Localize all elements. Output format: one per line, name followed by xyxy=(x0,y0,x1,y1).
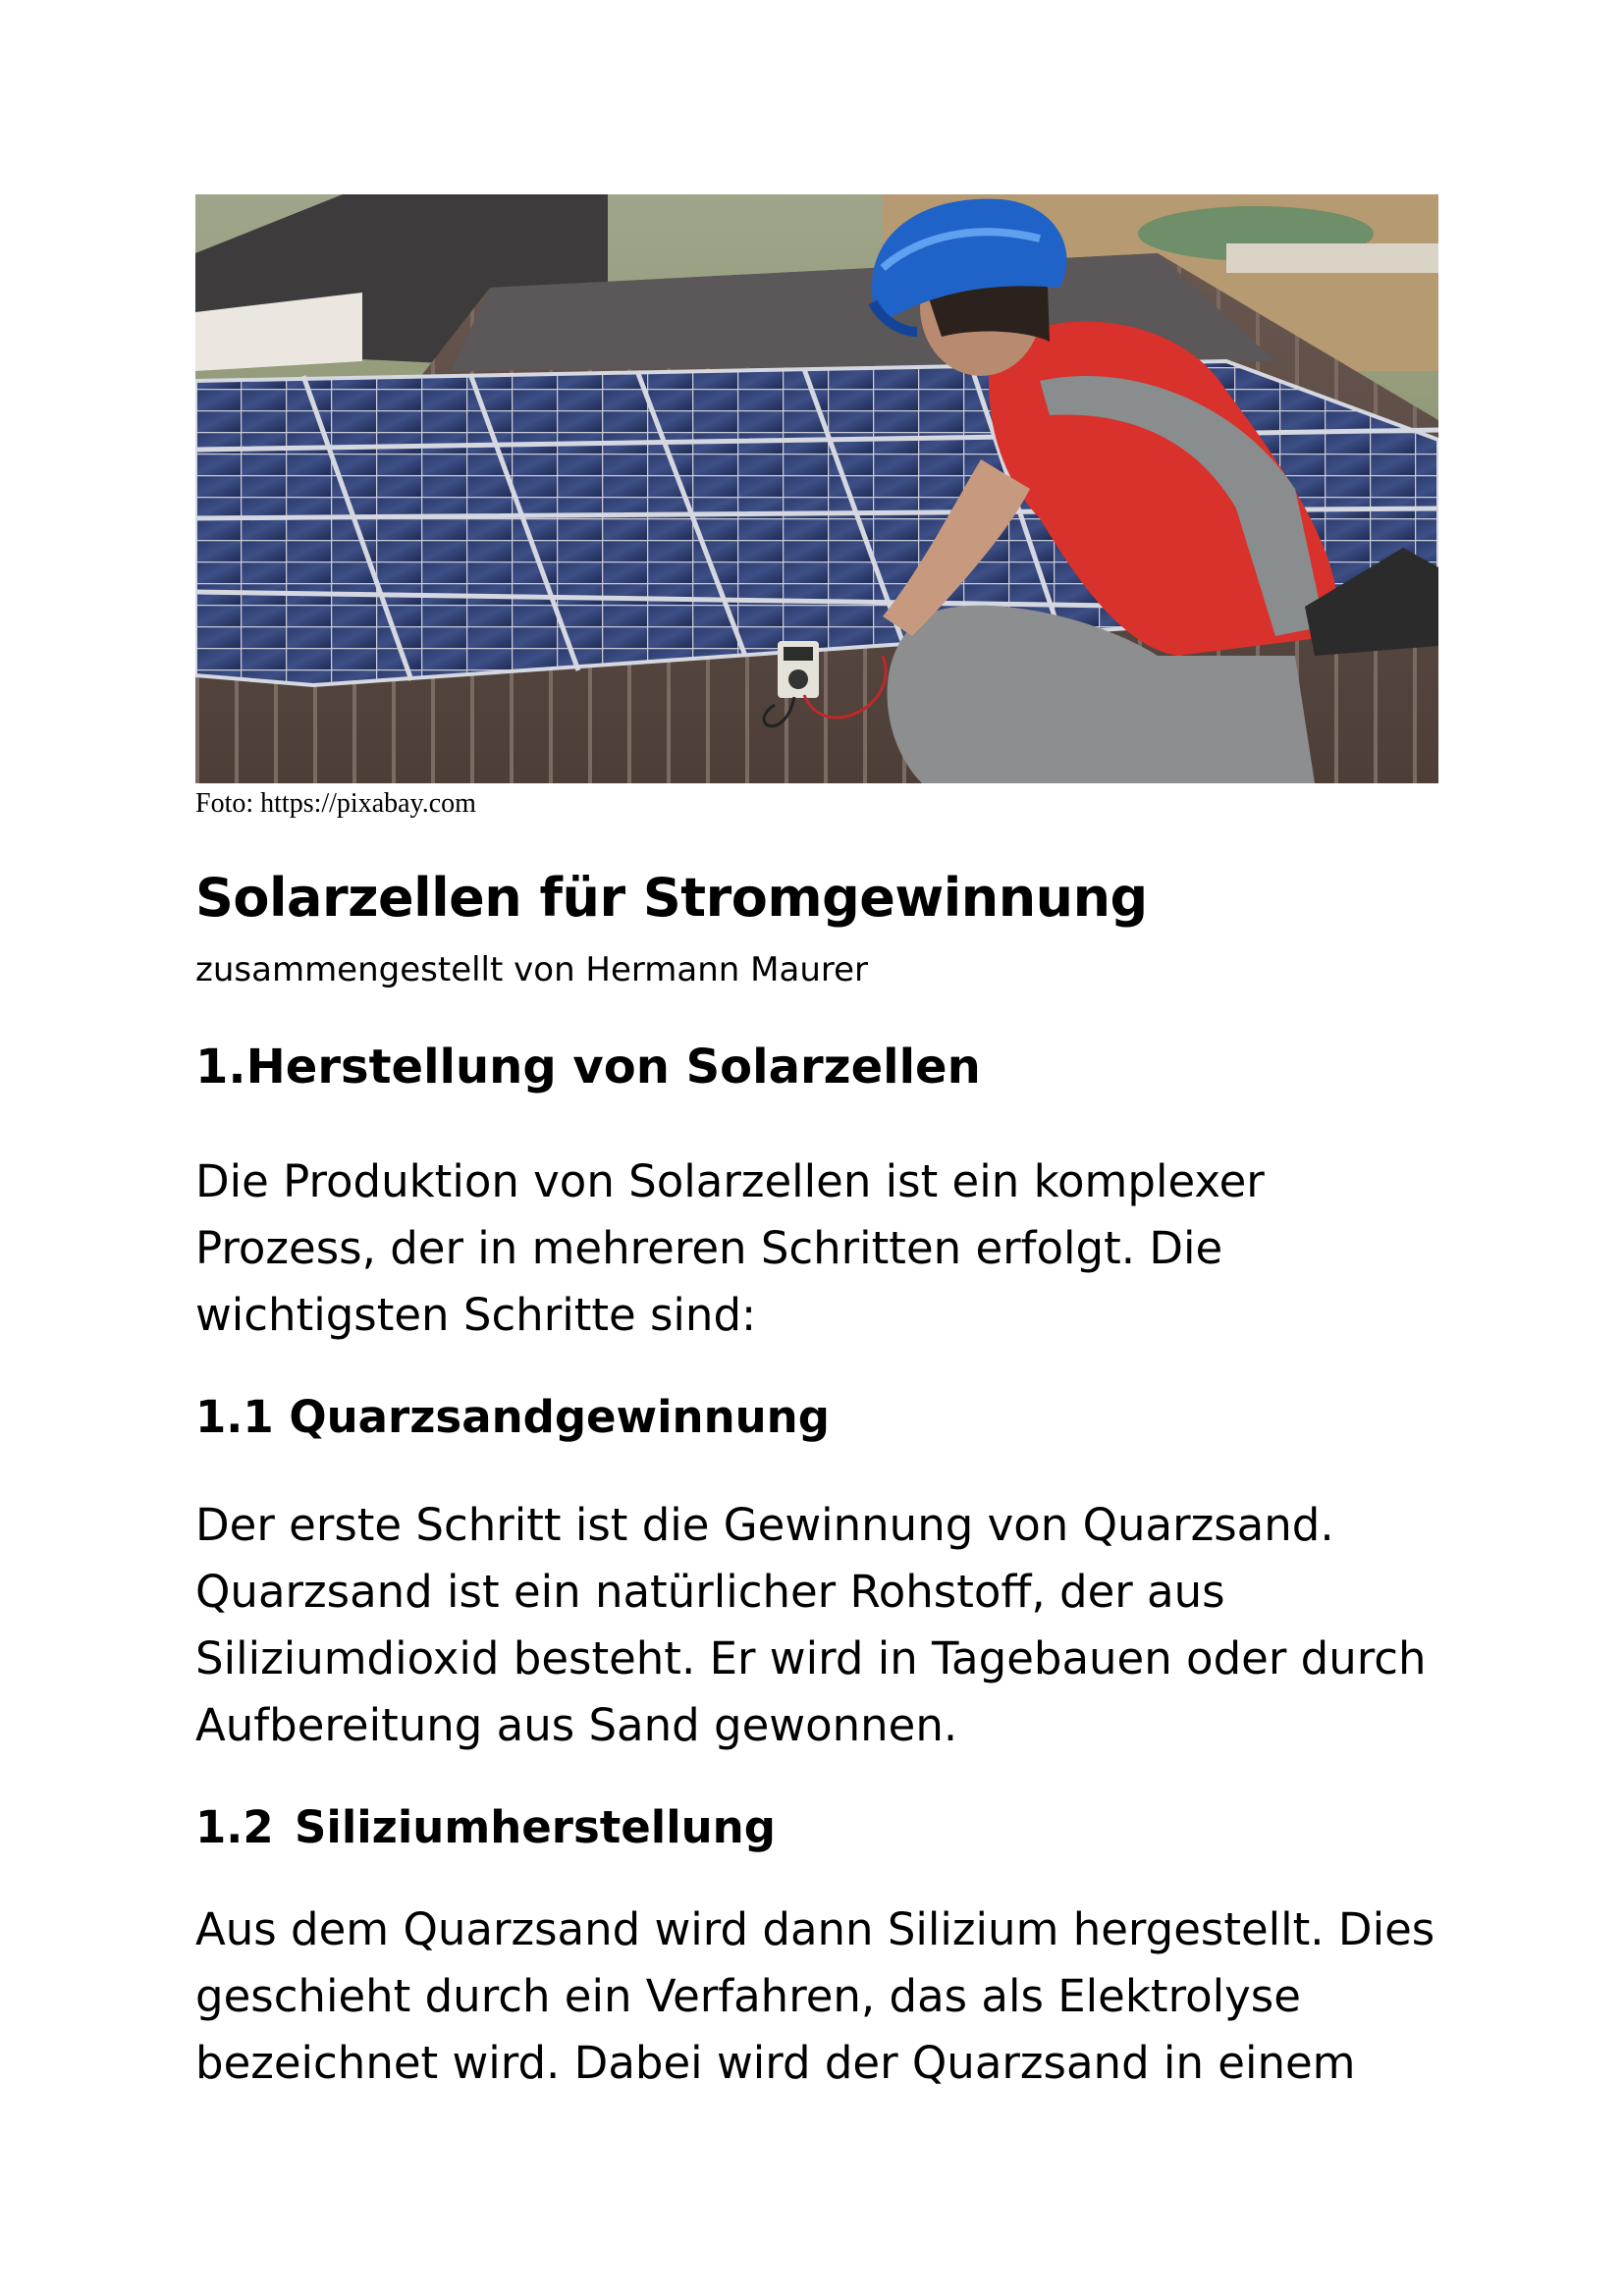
section-1-1-body xyxy=(195,1492,1462,1759)
section-1-2-body xyxy=(195,1896,1462,2097)
subheading-1-1 xyxy=(195,1386,830,1449)
subheading-title: Quarzsandgewinnung xyxy=(289,1391,830,1443)
subheading-number: 1.1 xyxy=(195,1391,274,1443)
subheading-1-2 xyxy=(195,1796,776,1859)
section-1-intro xyxy=(195,1148,1462,1349)
paragraph-line: bezeichnet wird. Dabei wird der Quarzsand in einem xyxy=(195,2037,1356,2089)
author-byline: zusammengestellt von Hermann Maurer xyxy=(195,950,868,989)
document-title: Solarzellen für Stromgewinnung xyxy=(195,867,1148,929)
solar-photo-illustration xyxy=(195,194,1438,783)
paragraph-line: Quarzsand ist ein natürlicher Rohstoff, der aus xyxy=(195,1566,1225,1618)
paragraph-line: Aus dem Quarzsand wird dann Silizium hergestellt. Dies xyxy=(195,1903,1435,1955)
paragraph-line: Der erste Schritt ist die Gewinnung von Quarzsand. xyxy=(195,1499,1334,1551)
subheading-title: Siliziumherstellung xyxy=(295,1801,776,1853)
paragraph-line: Die Produktion von Solarzellen ist ein komplexer xyxy=(195,1155,1265,1207)
paragraph-line: Siliziumdioxid besteht. Er wird in Tagebauen oder durch xyxy=(195,1632,1427,1684)
solar-panel-photo xyxy=(195,194,1438,783)
section-heading-1: 1.Herstellung von Solarzellen xyxy=(195,1040,981,1095)
paragraph-line: wichtigsten Schritte sind: xyxy=(195,1289,757,1341)
photo-caption: Foto: https://pixabay.com xyxy=(195,788,476,819)
paragraph-line: geschieht durch ein Verfahren, das als Elektrolyse xyxy=(195,1970,1301,2022)
paragraph-line: Aufbereitung aus Sand gewonnen. xyxy=(195,1699,958,1751)
paragraph-line: Prozess, der in mehreren Schritten erfolgt. Die xyxy=(195,1222,1223,1274)
subheading-number: 1.2 xyxy=(195,1801,274,1853)
